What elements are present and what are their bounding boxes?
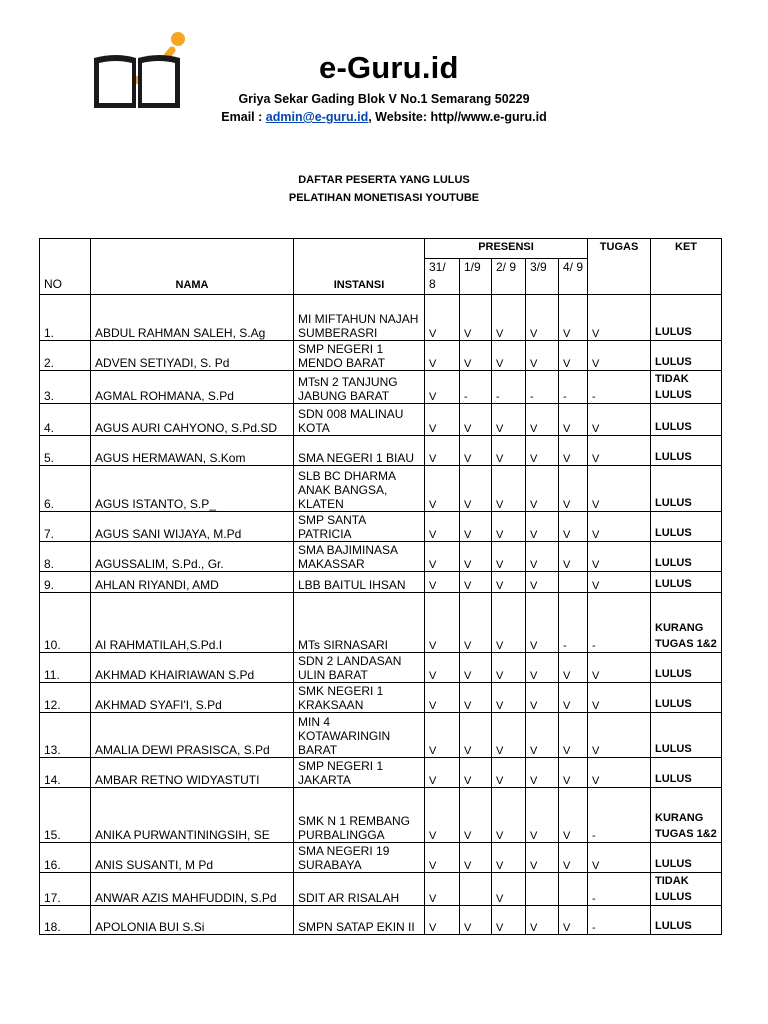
row-presensi: V <box>425 683 460 713</box>
row-presensi: V <box>460 788 492 843</box>
row-presensi: - <box>526 371 559 404</box>
row-presensi: V <box>559 906 588 935</box>
row-presensi: V <box>559 295 588 341</box>
row-no: 7. <box>40 512 91 542</box>
row-presensi: V <box>425 653 460 683</box>
row-presensi: V <box>559 843 588 873</box>
row-presensi: V <box>559 653 588 683</box>
row-ket: LULUS <box>651 436 722 466</box>
row-no: 14. <box>40 758 91 788</box>
row-tugas: V <box>588 341 651 371</box>
header-date: 3/9 <box>526 259 559 295</box>
row-no: 13. <box>40 713 91 758</box>
table-row <box>40 683 722 713</box>
table-row <box>40 873 722 906</box>
row-presensi: V <box>460 906 492 935</box>
row-instansi: SMA NEGERI 19 SURABAYA <box>294 843 425 873</box>
row-nama: AGUSSALIM, S.Pd., Gr. <box>91 542 294 572</box>
row-tugas: V <box>588 295 651 341</box>
row-presensi: V <box>425 341 460 371</box>
contact-line <box>0 110 768 124</box>
row-presensi: V <box>460 466 492 512</box>
website-text: , Website: http//www.e-guru.id <box>368 110 547 124</box>
row-instansi: SMK N 1 REMBANG PURBALINGGA <box>294 788 425 843</box>
row-presensi: V <box>492 843 526 873</box>
row-presensi: V <box>425 873 460 906</box>
row-nama: ANWAR AZIS MAHFUDDIN, S.Pd <box>91 873 294 906</box>
row-nama: AKHMAD SYAFI'I, S.Pd <box>91 683 294 713</box>
row-ket: TIDAK LULUS <box>651 873 722 906</box>
row-nama: AMBAR RETNO WIDYASTUTI <box>91 758 294 788</box>
row-no: 3. <box>40 371 91 404</box>
row-presensi: V <box>425 758 460 788</box>
row-no: 2. <box>40 341 91 371</box>
row-instansi: SMPN SATAP EKIN II <box>294 906 425 935</box>
row-no: 17. <box>40 873 91 906</box>
row-presensi: V <box>460 404 492 436</box>
header-no: NO <box>40 239 91 295</box>
row-presensi: V <box>526 436 559 466</box>
row-nama: AHLAN RIYANDI, AMD <box>91 572 294 593</box>
header-date: 4/ 9 <box>559 259 588 295</box>
table-row <box>40 788 722 843</box>
brand-name: e-Guru.id <box>319 50 459 85</box>
row-nama: AMALIA DEWI PRASISCA, S.Pd <box>91 713 294 758</box>
row-no: 4. <box>40 404 91 436</box>
row-presensi: V <box>526 593 559 653</box>
row-presensi: V <box>492 341 526 371</box>
row-ket: LULUS <box>651 758 722 788</box>
row-instansi: MTsN 2 TANJUNG JABUNG BARAT <box>294 371 425 404</box>
row-ket: LULUS <box>651 653 722 683</box>
row-presensi: - <box>492 371 526 404</box>
row-instansi: SMP NEGERI 1 JAKARTA <box>294 758 425 788</box>
row-ket: LULUS <box>651 572 722 593</box>
row-presensi: V <box>460 542 492 572</box>
row-presensi: V <box>526 788 559 843</box>
row-tugas: V <box>588 713 651 758</box>
row-tugas: V <box>588 404 651 436</box>
row-nama: APOLONIA BUI S.Si <box>91 906 294 935</box>
row-instansi: SLB BC DHARMA ANAK BANGSA, KLATEN <box>294 466 425 512</box>
row-tugas: - <box>588 906 651 935</box>
row-presensi: V <box>425 371 460 404</box>
row-ket: LULUS <box>651 512 722 542</box>
address: Griya Sekar Gading Blok V No.1 Semarang 50229 <box>238 92 530 106</box>
row-instansi: MTs SIRNASARI <box>294 593 425 653</box>
row-presensi: V <box>526 542 559 572</box>
row-ket: KURANG TUGAS 1&2 <box>651 593 722 653</box>
row-presensi: - <box>460 371 492 404</box>
row-presensi: V <box>492 572 526 593</box>
row-presensi: V <box>460 341 492 371</box>
email-link[interactable]: admin@e-guru.id <box>265 110 369 124</box>
row-instansi: MIN 4 KOTAWARINGIN BARAT <box>294 713 425 758</box>
row-no: 16. <box>40 843 91 873</box>
table-row <box>40 713 722 758</box>
row-nama: AGUS ISTANTO, S.P_ <box>91 466 294 512</box>
row-presensi: V <box>492 713 526 758</box>
row-instansi: LBB BAITUL IHSAN <box>294 572 425 593</box>
row-presensi: V <box>425 404 460 436</box>
row-presensi: V <box>460 713 492 758</box>
row-presensi: V <box>425 593 460 653</box>
row-presensi: V <box>425 512 460 542</box>
row-presensi: V <box>425 295 460 341</box>
row-instansi: SDN 008 MALINAU KOTA <box>294 404 425 436</box>
table-row <box>40 404 722 436</box>
row-nama: AKHMAD KHAIRIAWAN S.Pd <box>91 653 294 683</box>
row-ket: LULUS <box>651 466 722 512</box>
row-ket: LULUS <box>651 906 722 935</box>
row-presensi: V <box>559 436 588 466</box>
row-presensi: V <box>559 466 588 512</box>
row-presensi: V <box>492 466 526 512</box>
row-tugas: - <box>588 788 651 843</box>
row-presensi: V <box>460 512 492 542</box>
row-presensi: V <box>526 512 559 542</box>
row-presensi: V <box>526 341 559 371</box>
row-presensi: V <box>460 683 492 713</box>
row-no: 9. <box>40 572 91 593</box>
row-ket: LULUS <box>651 542 722 572</box>
row-tugas: V <box>588 843 651 873</box>
row-tugas: V <box>588 683 651 713</box>
row-ket: LULUS <box>651 404 722 436</box>
table-row <box>40 843 722 873</box>
row-presensi: V <box>492 653 526 683</box>
row-presensi: V <box>559 341 588 371</box>
row-presensi: V <box>425 713 460 758</box>
row-nama: AI RAHMATILAH,S.Pd.I <box>91 593 294 653</box>
row-ket: KURANG TUGAS 1&2 <box>651 788 722 843</box>
row-presensi: V <box>559 404 588 436</box>
row-instansi: SMP NEGERI 1 MENDO BARAT <box>294 341 425 371</box>
row-presensi: V <box>559 512 588 542</box>
row-presensi: V <box>526 713 559 758</box>
row-instansi: MI MIFTAHUN NAJAH SUMBERASRI <box>294 295 425 341</box>
header-date: 31/ 8 <box>425 259 460 295</box>
row-presensi <box>460 873 492 906</box>
row-presensi: V <box>460 295 492 341</box>
row-nama: ADVEN SETIYADI, S. Pd <box>91 341 294 371</box>
row-presensi: V <box>425 843 460 873</box>
row-instansi: SMK NEGERI 1 KRAKSAAN <box>294 683 425 713</box>
row-presensi: V <box>425 542 460 572</box>
row-instansi: SMA BAJIMINASA MAKASSAR <box>294 542 425 572</box>
row-nama: AGMAL ROHMANA, S.Pd <box>91 371 294 404</box>
row-presensi: V <box>460 436 492 466</box>
document-title: DAFTAR PESERTA YANG LULUS <box>298 174 470 186</box>
row-tugas: V <box>588 512 651 542</box>
row-presensi: V <box>492 906 526 935</box>
row-presensi: V <box>526 572 559 593</box>
email-label: Email : <box>221 110 266 124</box>
row-instansi: SMP SANTA PATRICIA <box>294 512 425 542</box>
row-presensi: V <box>460 843 492 873</box>
row-tugas: V <box>588 436 651 466</box>
table-row <box>40 295 722 341</box>
row-presensi: V <box>559 683 588 713</box>
row-ket: LULUS <box>651 843 722 873</box>
table-row <box>40 341 722 371</box>
row-presensi: V <box>492 788 526 843</box>
row-presensi: V <box>460 593 492 653</box>
row-tugas: - <box>588 593 651 653</box>
row-presensi: V <box>460 653 492 683</box>
row-ket: LULUS <box>651 295 722 341</box>
row-presensi: V <box>526 653 559 683</box>
header-nama: NAMA <box>91 239 294 295</box>
header-date: 2/ 9 <box>492 259 526 295</box>
row-ket: LULUS <box>651 341 722 371</box>
row-presensi: V <box>492 436 526 466</box>
row-nama: AGUS AURI CAHYONO, S.Pd.SD <box>91 404 294 436</box>
table-row <box>40 466 722 512</box>
row-instansi: SMA NEGERI 1 BIAU <box>294 436 425 466</box>
row-nama: ANIS SUSANTI, M Pd <box>91 843 294 873</box>
row-presensi: V <box>559 788 588 843</box>
participants-table <box>39 238 722 935</box>
row-presensi: V <box>492 512 526 542</box>
header-ket: KET <box>651 239 722 295</box>
row-no: 10. <box>40 593 91 653</box>
row-presensi: V <box>460 572 492 593</box>
row-no: 11. <box>40 653 91 683</box>
row-nama: AGUS SANI WIJAYA, M.Pd <box>91 512 294 542</box>
row-presensi: - <box>559 371 588 404</box>
header-instansi: INSTANSI <box>294 239 425 295</box>
header-tugas: TUGAS <box>588 239 651 295</box>
row-instansi: SDN 2 LANDASAN ULIN BARAT <box>294 653 425 683</box>
row-no: 12. <box>40 683 91 713</box>
table-row <box>40 436 722 466</box>
row-ket: LULUS <box>651 683 722 713</box>
row-tugas: V <box>588 572 651 593</box>
table-row <box>40 653 722 683</box>
row-presensi: V <box>492 873 526 906</box>
row-tugas: V <box>588 542 651 572</box>
row-ket: TIDAK LULUS <box>651 371 722 404</box>
row-presensi <box>526 873 559 906</box>
row-tugas: V <box>588 653 651 683</box>
row-presensi: V <box>526 295 559 341</box>
row-no: 6. <box>40 466 91 512</box>
header-presensi: PRESENSI <box>425 239 588 259</box>
row-presensi: V <box>559 758 588 788</box>
row-nama: ABDUL RAHMAN SALEH, S.Ag <box>91 295 294 341</box>
table-row <box>40 906 722 935</box>
row-tugas: - <box>588 873 651 906</box>
row-no: 5. <box>40 436 91 466</box>
row-no: 1. <box>40 295 91 341</box>
row-no: 18. <box>40 906 91 935</box>
row-no: 8. <box>40 542 91 572</box>
row-ket: LULUS <box>651 713 722 758</box>
header-date: 1/9 <box>460 259 492 295</box>
row-presensi: V <box>425 466 460 512</box>
row-presensi: V <box>526 404 559 436</box>
row-presensi: V <box>492 404 526 436</box>
row-presensi: V <box>526 466 559 512</box>
row-presensi: V <box>492 683 526 713</box>
row-presensi: V <box>425 572 460 593</box>
row-presensi: V <box>526 683 559 713</box>
row-presensi: - <box>559 593 588 653</box>
row-presensi: V <box>526 758 559 788</box>
row-presensi: V <box>492 758 526 788</box>
row-tugas: V <box>588 758 651 788</box>
row-presensi: V <box>526 906 559 935</box>
row-presensi: V <box>492 593 526 653</box>
row-presensi <box>559 873 588 906</box>
row-nama: AGUS HERMAWAN, S.Kom <box>91 436 294 466</box>
row-tugas: - <box>588 371 651 404</box>
document-subtitle: PELATIHAN MONETISASI YOUTUBE <box>288 192 480 204</box>
table-row <box>40 542 722 572</box>
table-row <box>40 593 722 653</box>
row-presensi: V <box>425 906 460 935</box>
row-presensi <box>559 572 588 593</box>
table-row <box>40 572 722 593</box>
table-row <box>40 758 722 788</box>
row-instansi: SDIT AR RISALAH <box>294 873 425 906</box>
row-presensi: V <box>526 843 559 873</box>
row-presensi: V <box>425 788 460 843</box>
row-no: 15. <box>40 788 91 843</box>
row-presensi: V <box>559 713 588 758</box>
row-presensi: V <box>460 758 492 788</box>
row-presensi: V <box>559 542 588 572</box>
row-nama: ANIKA PURWANTININGSIH, SE <box>91 788 294 843</box>
row-presensi: V <box>492 295 526 341</box>
row-tugas: V <box>588 466 651 512</box>
row-presensi: V <box>492 542 526 572</box>
table-row <box>40 371 722 404</box>
table-row <box>40 512 722 542</box>
row-presensi: V <box>425 436 460 466</box>
